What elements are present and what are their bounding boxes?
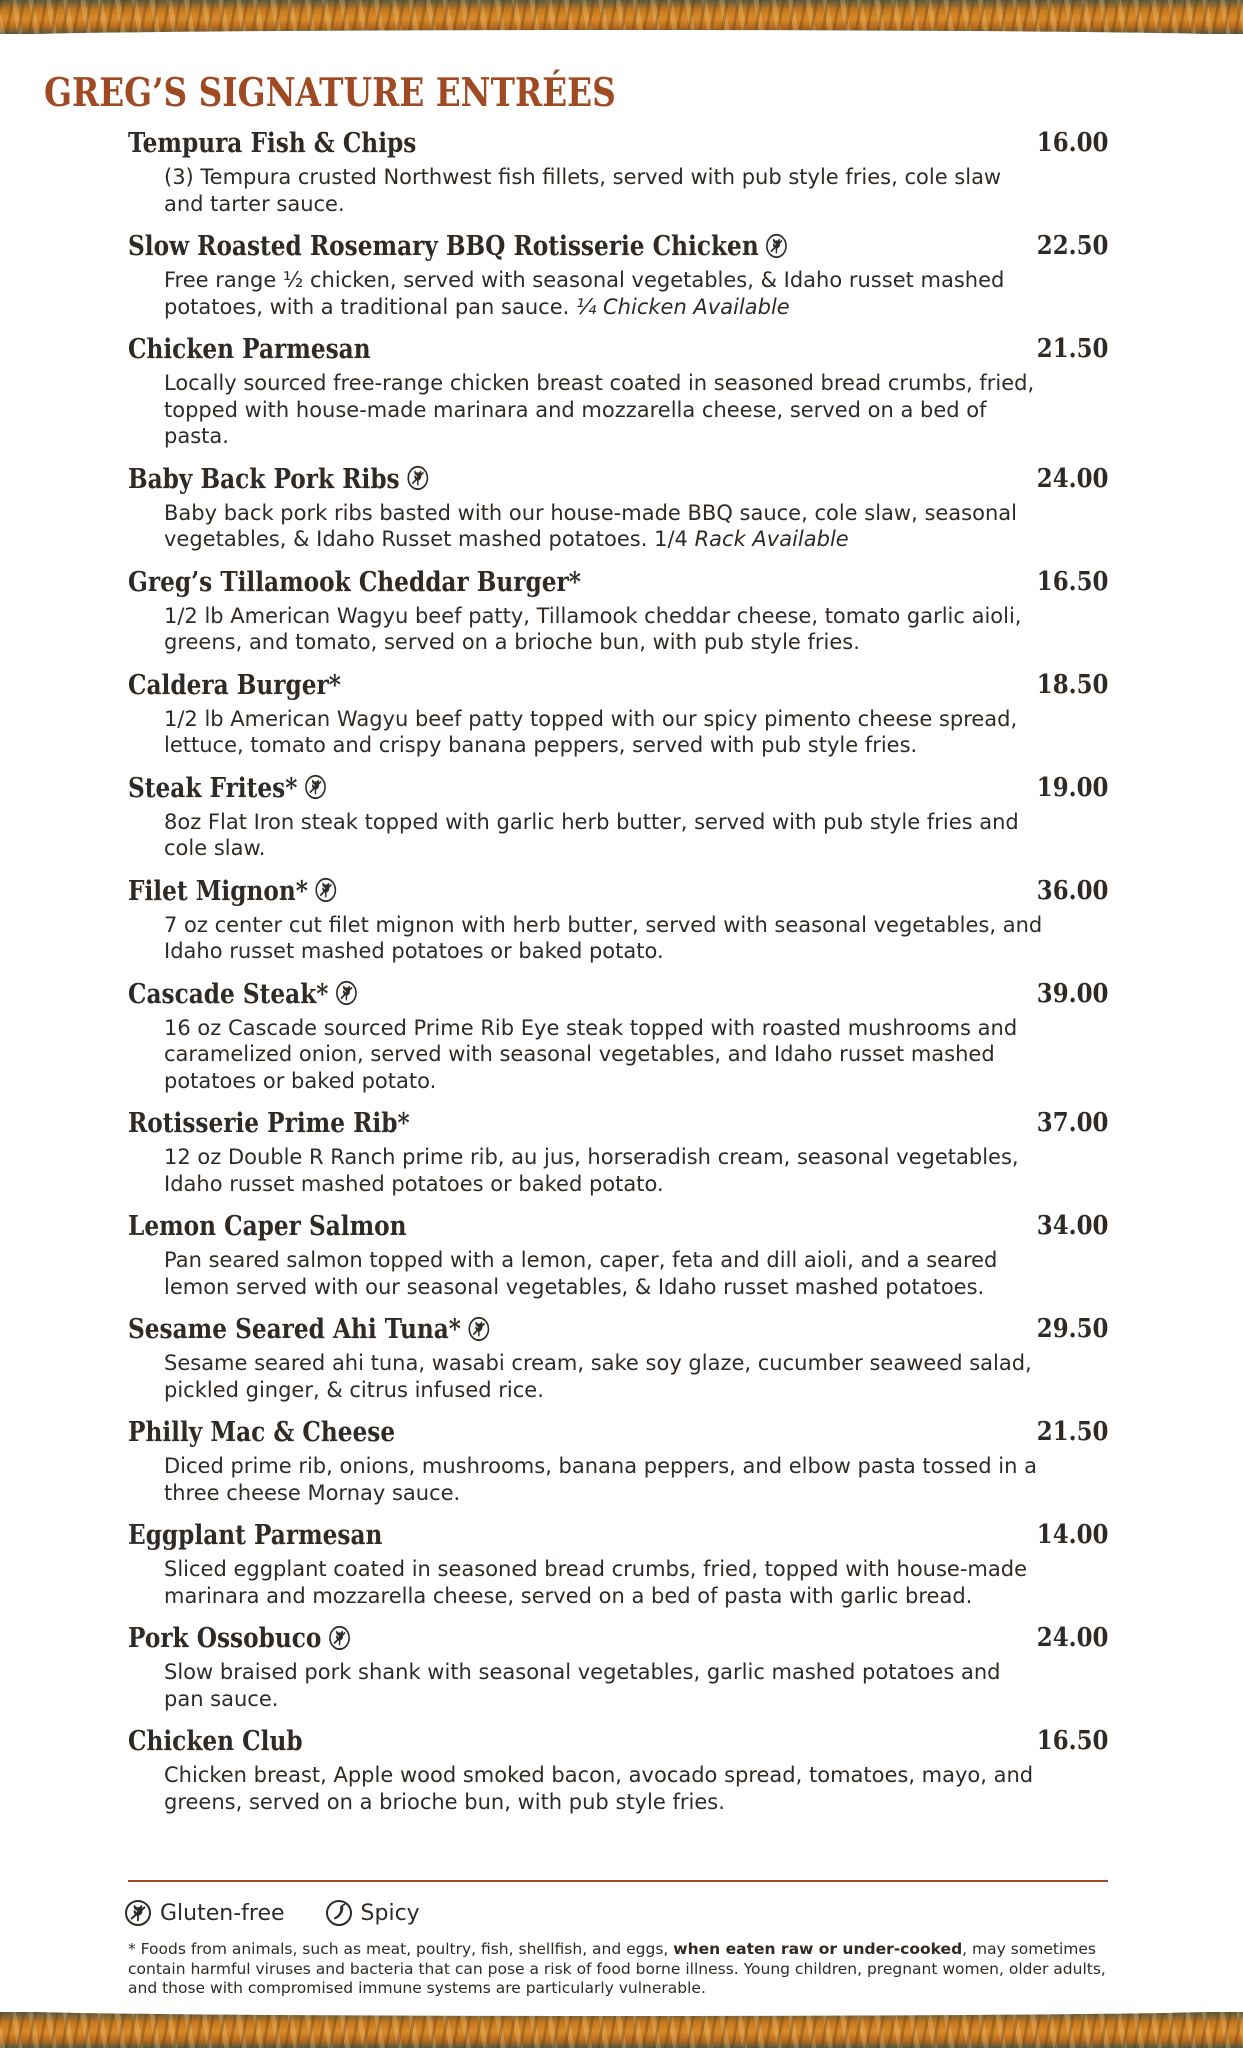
menu-item-header (128, 979, 1108, 1015)
menu-item-name-text: Slow Roasted Rosemary BBQ Rotisserie Chicken (128, 231, 759, 262)
gluten-free-icon (407, 465, 429, 491)
menu-item-availability-note: Rack Available (694, 527, 849, 551)
legend-gluten-free-label: Gluten-free (160, 1900, 285, 1926)
gluten-free-icon (315, 877, 337, 903)
menu-item-description (128, 1144, 1108, 1197)
menu-item-description (128, 912, 1108, 965)
menu-item-name (128, 1623, 351, 1654)
menu-item (128, 567, 1108, 656)
menu-item (128, 231, 1108, 320)
menu-item-description-text: Sesame seared ahi tuna, wasabi cream, sake soy glaze, cucumber seaweed salad, pickled ginger, & citrus infused rice. (164, 1351, 1032, 1402)
menu-item-description (128, 267, 1108, 320)
menu-item-description-text: Chicken breast, Apple wood smoked bacon, avocado spread, tomatoes, mayo, and greens, served on a brioche bun, with pub style fries. (164, 1763, 1034, 1814)
menu-item-name-text: Tempura Fish & Chips (128, 128, 417, 159)
menu-item-description (128, 706, 1108, 759)
menu-item-description-text: 8oz Flat Iron steak topped with garlic herb butter, served with pub style fries and cole slaw. (164, 809, 1019, 860)
menu-item (128, 1211, 1108, 1300)
menu-item-description-text: (3) Tempura crusted Northwest fish fillets, served with pub style fries, cole slaw and tarter sauce. (164, 165, 1002, 216)
menu-item-description (128, 1659, 1108, 1712)
menu-item-description (128, 1556, 1108, 1609)
menu-item (128, 1314, 1108, 1403)
menu-item-description-text: 16 oz Cascade sourced Prime Rib Eye steak topped with roasted mushrooms and caramelized onion, served with seasonal vegetables, and Idaho russet mashed potatoes or baked potato. (164, 1015, 1018, 1093)
menu-item-description (128, 1350, 1108, 1403)
menu-item-header (128, 231, 1108, 267)
menu-item-name (128, 1314, 490, 1345)
menu-item-description-text: Diced prime rib, onions, mushrooms, banana peppers, and elbow pasta tossed in a three cheese Mornay sauce. (164, 1454, 1037, 1505)
menu-item-description-text: Slow braised pork shank with seasonal vegetables, garlic mashed potatoes and pan sauce. (164, 1660, 1001, 1711)
menu-item-description (128, 500, 1108, 553)
menu-item-name (128, 979, 358, 1010)
bottom-decorative-border (0, 2012, 1243, 2048)
menu-item-description (128, 1247, 1108, 1300)
menu-item-description (128, 164, 1108, 217)
menu-item-price: 14.00 (1036, 1520, 1108, 1550)
menu-item (128, 128, 1108, 217)
menu-item-price: 16.00 (1036, 128, 1108, 158)
menu-item-price: 36.00 (1036, 875, 1108, 906)
menu-item-description (128, 603, 1108, 656)
menu-item-price: 34.00 (1036, 1211, 1108, 1241)
menu-item-name-text: Lemon Caper Salmon (128, 1211, 407, 1242)
menu-item-price: 24.00 (1036, 1623, 1108, 1653)
menu-item-header (128, 464, 1108, 500)
menu-item-name-text: Baby Back Pork Ribs (128, 463, 400, 495)
menu-item (128, 1520, 1108, 1609)
menu-item-price: 29.50 (1036, 1314, 1108, 1344)
menu-item-price: 37.00 (1036, 1108, 1108, 1138)
menu-item-description (128, 1453, 1108, 1506)
gluten-free-icon (335, 980, 357, 1006)
section-title: GREG’S SIGNATURE ENTRÉES (44, 70, 616, 116)
menu-item-name-text: Steak Frites* (128, 772, 298, 804)
menu-item-name (128, 334, 371, 365)
menu-item-description-text: Pan seared salmon topped with a lemon, caper, feta and dill aioli, and a seared lemon served with our seasonal vegetables, & Idaho russet mashed potatoes. (164, 1248, 998, 1299)
menu-item-header (128, 1623, 1108, 1659)
raw-food-footnote (128, 1940, 1118, 1999)
menu-item-header (128, 1314, 1108, 1350)
gluten-free-icon (766, 233, 788, 259)
menu-item-name-text: Caldera Burger* (128, 669, 341, 701)
menu-item-name (128, 773, 327, 804)
menu-item-description-text: Free range ½ chicken, served with seasonal vegetables, & Idaho russet mashed potatoes, with a traditional pan sauce. (164, 268, 1005, 319)
gluten-free-icon (304, 774, 326, 800)
footnote-suffix: , may sometimes contain harmful viruses and bacteria that can pose a risk of food borne illness. Young children, pregnant women, older adults, and those with compromised immune systems are particularly vulnerable. (128, 1940, 1106, 1997)
menu-item (128, 1108, 1108, 1197)
menu-item (128, 464, 1108, 553)
footnote-bold: when eaten raw or under-cooked (673, 1940, 963, 1958)
menu-item-header (128, 670, 1108, 706)
menu-item-header (128, 128, 1108, 164)
menu-item-name (128, 567, 581, 598)
menu-item (128, 1623, 1108, 1712)
menu-item-header (128, 1520, 1108, 1556)
menu-item-name (128, 1211, 407, 1242)
menu-item-name-text: Philly Mac & Cheese (128, 1417, 396, 1448)
menu-item-price: 39.00 (1036, 978, 1108, 1009)
menu-item-description-text: 1/2 lb American Wagyu beef patty, Tillamook cheddar cheese, tomato garlic aioli, greens, and tomato, served on a brioche bun, with pub style fries. (164, 603, 1022, 654)
menu-item-price: 16.50 (1036, 566, 1108, 597)
menu-item-name (128, 464, 429, 495)
menu-item-price: 22.50 (1036, 231, 1108, 261)
menu-item-description-text: Locally sourced free-range chicken breast coated in seasoned bread crumbs, fried, topped with house-made marinara and mozzarella cheese, served on a bed of pasta. (164, 371, 1035, 448)
menu-item-price: 16.50 (1036, 1726, 1108, 1756)
menu-item-description-text: 1/2 lb American Wagyu beef patty topped with our spicy pimento cheese spread, lettuce, tomato and crispy banana peppers, served with pub style fries. (164, 706, 1018, 757)
menu-item-name-text: Cascade Steak* (128, 978, 329, 1010)
menu-item-name (128, 1520, 382, 1551)
menu-item-name-text: Pork Ossobuco (128, 1623, 322, 1654)
menu-item-name (128, 1417, 395, 1448)
menu-item (128, 979, 1108, 1095)
menu-item (128, 1726, 1108, 1815)
menu-item-description-text: Baby back pork ribs basted with our house-made BBQ sauce, cole slaw, seasonal vegetables, & Idaho Russet mashed potatoes. 1/4 (164, 500, 1017, 551)
menu-item-name-text: Chicken Club (128, 1726, 303, 1757)
menu-item-price: 24.00 (1036, 463, 1108, 494)
menu-item-description-text: Sliced eggplant coated in seasoned bread crumbs, fried, topped with house-made marinara and mozzarella cheese, served on a bed of pasta with garlic bread. (164, 1557, 1027, 1608)
menu-item-name (128, 128, 416, 159)
menu-item (128, 773, 1108, 862)
menu-item-description (128, 1762, 1108, 1815)
menu-item-name-text: Rotisserie Prime Rib* (128, 1108, 410, 1139)
menu-item-description (128, 809, 1108, 862)
menu-item-header (128, 1108, 1108, 1144)
menu-item-name (128, 231, 788, 262)
menu-item (128, 1417, 1108, 1506)
menu-item-name (128, 1726, 303, 1757)
menu-item-name-text: Filet Mignon* (128, 875, 308, 907)
spicy-pepper-icon (325, 1899, 353, 1927)
menu-item-header (128, 1417, 1108, 1453)
legend-spicy-label: Spicy (360, 1900, 420, 1926)
menu-item-name (128, 876, 337, 907)
menu-item-description (128, 1015, 1108, 1095)
menu-item-availability-note: ¼ Chicken Available (575, 294, 790, 319)
menu-item-header (128, 567, 1108, 603)
gluten-free-icon (328, 1625, 350, 1651)
gluten-free-icon (468, 1316, 490, 1342)
legend-gluten-free (124, 1899, 285, 1927)
menu-item (128, 334, 1108, 450)
menu-item-name-text: Sesame Seared Ahi Tuna* (128, 1314, 461, 1345)
menu-item-header (128, 1726, 1108, 1762)
menu-item-header (128, 773, 1108, 809)
menu-item-name-text: Eggplant Parmesan (128, 1520, 383, 1551)
menu-item-price: 18.50 (1036, 669, 1108, 700)
legend-spicy (325, 1899, 420, 1927)
menu-item-name-text: Greg’s Tillamook Cheddar Burger* (128, 566, 581, 598)
menu-item-header (128, 334, 1108, 370)
menu-item-price: 21.50 (1036, 1417, 1108, 1447)
menu-item-name (128, 670, 341, 701)
menu-item-header (128, 876, 1108, 912)
legend (124, 1896, 460, 1930)
footnote-prefix: * Foods from animals, such as meat, poultry, fish, shellfish, and eggs, (128, 1940, 674, 1958)
menu-item-description-text: 7 oz center cut filet mignon with herb butter, served with seasonal vegetables, and Idaho russet mashed potatoes or baked potato. (164, 912, 1043, 963)
menu-item-price: 21.50 (1036, 334, 1108, 364)
gluten-free-icon (124, 1899, 152, 1927)
top-decorative-border (0, 0, 1243, 34)
legend-divider (128, 1880, 1108, 1882)
menu-item-name (128, 1108, 410, 1139)
menu-item-header (128, 1211, 1108, 1247)
menu-item-price: 19.00 (1036, 772, 1108, 803)
menu-item-description (128, 370, 1108, 450)
menu-item-description-text: 12 oz Double R Ranch prime rib, au jus, horseradish cream, seasonal vegetables, Idaho russet mashed potatoes or baked potato. (164, 1145, 1019, 1196)
menu-item-name-text: Chicken Parmesan (128, 334, 371, 365)
menu-list (128, 128, 1108, 1829)
menu-item (128, 876, 1108, 965)
menu-item (128, 670, 1108, 759)
